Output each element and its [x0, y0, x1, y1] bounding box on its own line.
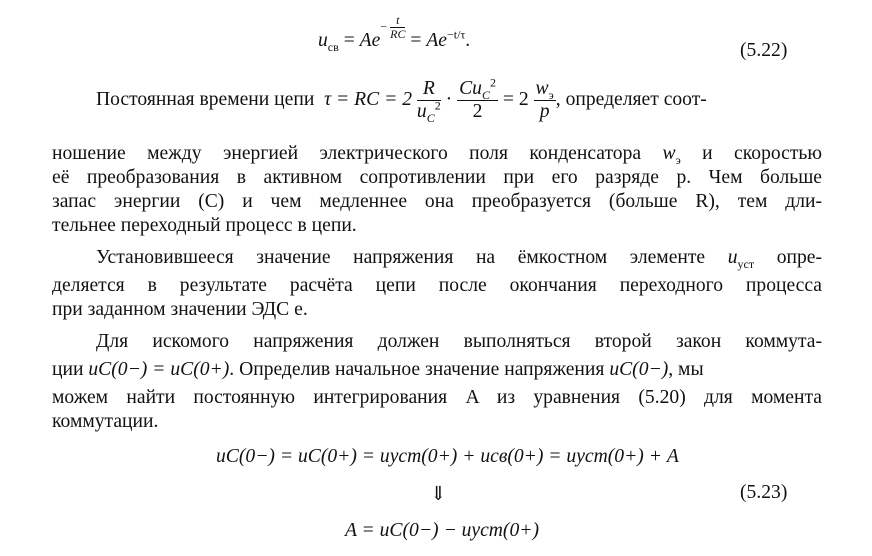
eq-end: .	[465, 30, 471, 51]
equation-number-5-23: (5.23)	[740, 482, 788, 503]
paragraph-3-line-2: ции uC(0−) = uC(0+). Определив начальное значение напряжения uC(0−), мы	[52, 359, 704, 380]
rhs-Ae: Ae	[426, 30, 448, 51]
paragraph-3-line-3: можем найти постоянную интегрирования A из уравнения (5.20) для момента	[52, 387, 822, 408]
paragraph-2-line-1: Установившееся значение напряжения на ёмкостном элементе $u_{уст}$ опре-	[96, 247, 823, 271]
equation-5-23-line-1: uC(0−) = uC(0+) = uуст(0+) + uсв(0+) = uуст(0+) + A	[216, 446, 679, 467]
paragraph-1-line-1	[96, 75, 822, 134]
paragraph-2-line-3: при заданном значении ЭДС e.	[52, 299, 308, 320]
var-u: u	[318, 30, 328, 51]
equation-5-22	[318, 13, 471, 57]
coef-A: A	[359, 30, 372, 51]
exp-minus: −	[380, 19, 388, 34]
paragraph-3-line-4: коммутации.	[52, 411, 159, 432]
fraction-w-over-p: $\frac{w_э}{p}$	[535, 78, 554, 122]
sub-sv: св	[327, 39, 339, 54]
dot: ·	[445, 89, 453, 110]
paragraph-3-line-1: Для искомого напряжения должен выполняться второй закон коммута-	[96, 331, 822, 352]
paragraph-1-line-3: её преобразования в активном сопротивлении при его разряде p. Чем больше	[52, 167, 822, 188]
exp-num: t	[390, 14, 405, 28]
implies-arrow: ⇓	[430, 484, 447, 505]
paragraph-1-line-5: тельнее переходный процесс в цепи.	[52, 215, 357, 236]
equation-5-23-line-3: A = uC(0−) − uуст(0+)	[345, 520, 539, 541]
fraction-CuC2-over-2: $\frac{Cu_C^2}{2}$	[459, 75, 496, 122]
p1-start: Постоянная времени цепи	[96, 89, 315, 110]
paragraph-1-line-2: ношение между энергией электрического поля конденсатора $w_э$ и скоростью	[52, 143, 822, 167]
base-e: e	[371, 30, 381, 51]
rhs-exp: −t/τ	[447, 27, 466, 42]
fraction-R-over-uC2: $\frac{R}{u_C^2}$	[416, 78, 441, 125]
p1-end: , определяет соот-	[555, 89, 707, 110]
paragraph-2-line-2: деляется в результате расчёта цепи после окончания переходного процесса	[52, 275, 822, 296]
equals-2: = 2	[502, 89, 529, 110]
equals: =	[343, 30, 355, 51]
equals-2: =	[410, 30, 422, 51]
exp-den: RC	[390, 27, 406, 41]
tau-expr: τ = RC = 2	[324, 89, 413, 110]
equation-number-5-22: (5.22)	[740, 40, 788, 61]
paragraph-1-line-4: запас энергии (C) и чем медленнее она преобразуется (больше R), тем дли-	[52, 191, 822, 212]
